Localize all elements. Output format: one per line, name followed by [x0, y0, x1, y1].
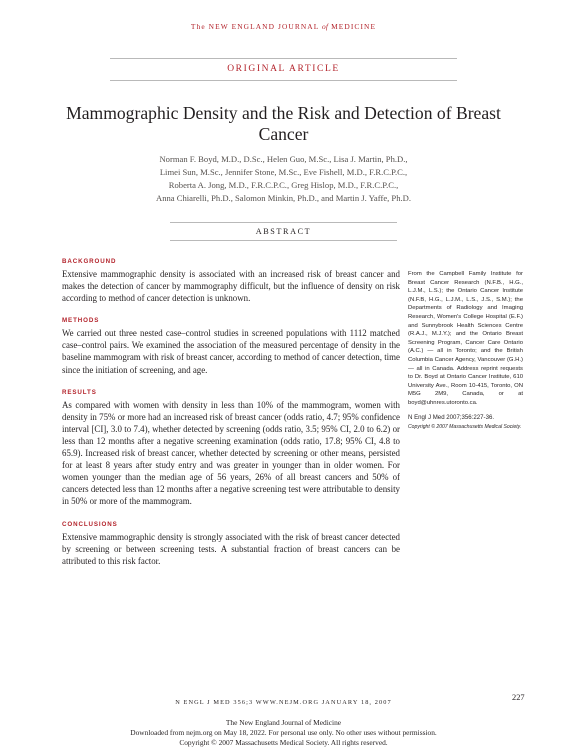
download-notice: [0, 718, 567, 748]
abstract-body: [62, 257, 400, 579]
journal-header-of: of: [322, 22, 329, 31]
author-affiliations-sidebar: [408, 270, 523, 438]
journal-header-name-2: MEDICINE: [328, 22, 377, 31]
download-notice-line: Downloaded from nejm.org on May 18, 2022. For personal use only. No other uses without permission.: [130, 728, 437, 737]
article-title: Mammographic Density and the Risk and Detection of Breast Cancer: [66, 103, 501, 144]
methods-heading: METHODS: [62, 317, 100, 325]
abstract-bottom-rule: [170, 240, 397, 241]
copyright-text: Copyright © 2007 Massachusetts Medical Society.: [408, 424, 522, 431]
conclusions-heading: CONCLUSIONS: [62, 520, 118, 528]
author-line: Limei Sun, M.Sc., Jennifer Stone, M.Sc., Eve Fishell, M.D., F.R.C.P.C.,: [159, 167, 408, 177]
affiliations-text: From the Campbell Family Institute for Breast Cancer Research (N.F.B., H.G., L.J.M., L.S.); the Ontario Cancer Institute (N.F.B, H.G., L.J.M., L.S., J.S., S.M.); the Departments of Radiology and Imaging Research, Women's College Hospital (E.F.) and Sunnybrook Health Sciences Centre (R.A.J., M.J.Y.); and the Ontario Breast Screening Program, Cancer Care Ontario (A.C.) — all in Toronto; and the British Columbia Cancer Agency, Vancouver (G.H.) — all in Canada. Address reprint requests to Dr. Boyd at Ontario Cancer Institute, 610 University Ave., Room 10-415, Toronto, ON M5G 2M9, Canada, or at boyd@uhnres.utoronto.ca.: [408, 271, 523, 406]
footer-journal-line: N ENGL J MED 356;3 WWW.NEJM.ORG JANUARY 18, 2007: [175, 699, 392, 706]
author-line: Anna Chiarelli, Ph.D., Salomon Minkin, Ph.D., and Martin J. Yaffe, Ph.D.: [155, 193, 412, 203]
background-text: Extensive mammographic density is associated with an increased risk of breast cancer and makes the detection of cancer by mammography difficult, but the influence of density on risk according to method of cancer detection is unknown.: [62, 269, 400, 304]
download-notice-line: Copyright © 2007 Massachusetts Medical Society. All rights reserved.: [179, 738, 388, 747]
conclusions-text: Extensive mammographic density is strongly associated with the risk of breast cancer detected by screening or between screening tests. A substantial fraction of breast cancers can be attributed to this risk factor.: [62, 531, 400, 566]
background-heading: BACKGROUND: [62, 258, 117, 265]
article-type-top-rule: [110, 58, 457, 59]
journal-header-prefix: The: [190, 22, 209, 31]
author-line: Norman F. Boyd, M.D., D.Sc., Helen Guo, M.Sc., Lisa J. Martin, Ph.D.,: [159, 154, 408, 164]
page-number: 227: [512, 693, 525, 702]
article-type: ORIGINAL ARTICLE: [227, 64, 340, 74]
journal-header-name-1: NEW ENGLAND JOURNAL: [208, 22, 323, 31]
download-notice-line: The New England Journal of Medicine: [225, 718, 342, 727]
journal-header: [0, 22, 567, 31]
author-list: [60, 153, 507, 205]
author-line: Roberta A. Jong, M.D., F.R.C.P.C., Greg Hislop, M.D., F.R.C.P.C.,: [168, 180, 399, 190]
citation-text: N Engl J Med 2007;356:227-36.: [408, 413, 495, 421]
results-text: As compared with women with density in less than 10% of the mammogram, women with density in 75% or more had an increased risk of breast cancer (odds ratio, 4.7; 95% confidence interval [CI], 3.0 to 7.4), whether detected by screening (odds ratio, 3.5; 95% CI, 2.0 to 6.2) or less than 12 months after a negative screening examination (odds ratio, 17.8; 95% CI, 4.8 to 65.9). Increased risk of breast cancer, whether detected by screening or other means, persisted for at least 8 years after study entry and was greater in younger than in older women. For women younger than the median age of 56 years, 26% of all breast cancers and 50% of cancers detected less than 12 months after a negative screening test were attributable to density in 50% or more of the mammogram.: [62, 399, 400, 507]
abstract-top-rule: [170, 222, 397, 223]
results-heading: RESULTS: [62, 388, 97, 396]
article-type-bottom-rule: [110, 80, 457, 81]
abstract-label: ABSTRACT: [255, 227, 312, 236]
methods-text: We carried out three nested case–control studies in screened populations with 1112 matched case–control pairs. We examined the association of the measured percentage of density in the baseline mammogram with risk of breast cancer, according to method of cancer detection, time since the initiation of screening, and age.: [62, 328, 400, 375]
